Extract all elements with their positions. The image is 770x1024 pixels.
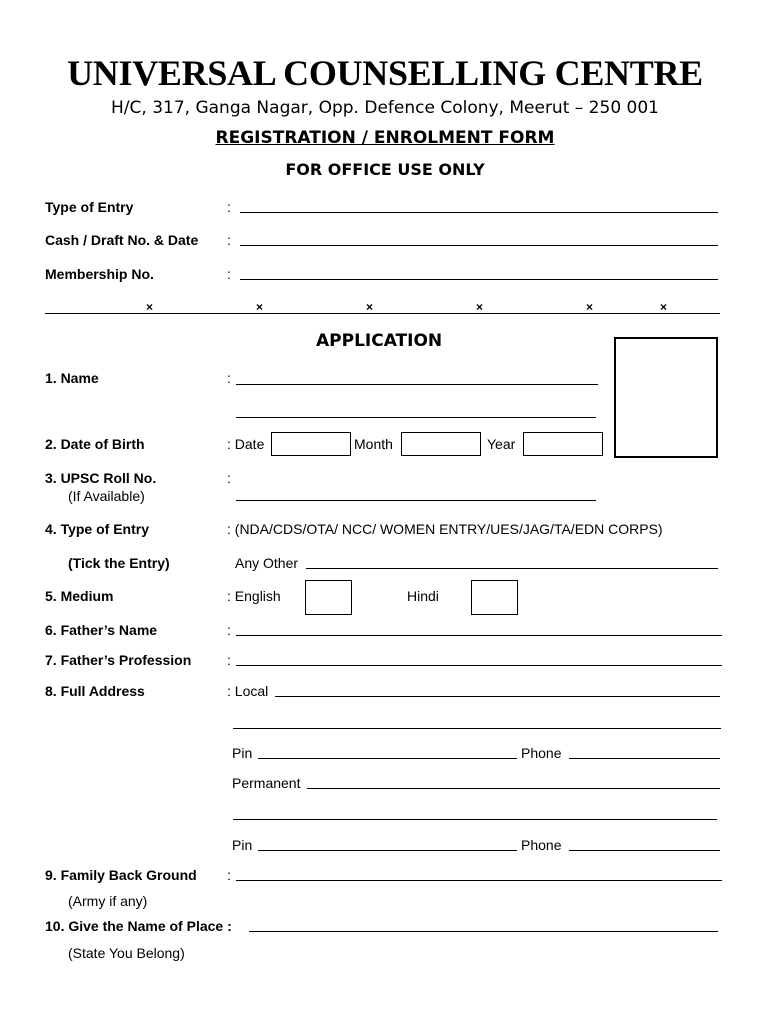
local-address-field[interactable] <box>275 696 720 697</box>
upsc-roll-label: 3. UPSC Roll No. <box>45 470 157 486</box>
cut-marker: × <box>586 300 594 314</box>
name-field[interactable] <box>236 384 598 385</box>
cut-marker: × <box>256 300 264 314</box>
tick-entry-label: (Tick the Entry) <box>68 555 170 571</box>
entry-options[interactable]: : (NDA/CDS/OTA/ NCC/ WOMEN ENTRY/UES/JAG/TA/EDN CORPS) <box>227 521 663 537</box>
permanent-pin-label: Pin <box>232 837 253 853</box>
colon: : <box>227 652 231 668</box>
place-field[interactable] <box>249 931 718 932</box>
permanent-address-field[interactable] <box>307 788 720 789</box>
dob-month-label: Month <box>354 436 393 452</box>
colon: : <box>227 867 231 883</box>
father-profession-label: 7. Father’s Profession <box>45 652 192 668</box>
any-other-field[interactable] <box>306 568 718 569</box>
dob-date-label: : Date <box>227 436 265 452</box>
colon: : <box>227 622 231 638</box>
medium-hindi-label: Hindi <box>407 588 439 604</box>
dob-year-box[interactable] <box>523 432 603 456</box>
local-phone-field[interactable] <box>569 758 720 759</box>
medium-english-checkbox[interactable] <box>305 580 352 615</box>
permanent-address-field-line-2[interactable] <box>233 819 717 820</box>
cash-draft-label: Cash / Draft No. & Date <box>45 232 199 248</box>
place-label: 10. Give the Name of Place : <box>45 918 232 934</box>
upsc-roll-field[interactable] <box>236 500 596 501</box>
colon: : <box>227 199 231 215</box>
dob-date-box[interactable] <box>271 432 351 456</box>
cut-marker: × <box>476 300 484 314</box>
permanent-phone-field[interactable] <box>569 850 720 851</box>
father-name-label: 6. Father’s Name <box>45 622 158 638</box>
type-of-entry-field[interactable] <box>240 212 718 213</box>
organization-address: H/C, 317, Ganga Nagar, Opp. Defence Colony, Meerut – 250 001 <box>111 98 659 118</box>
upsc-roll-note: (If Available) <box>68 488 145 504</box>
colon: : <box>227 470 231 486</box>
cash-draft-field[interactable] <box>240 245 718 246</box>
father-name-field[interactable] <box>236 635 722 636</box>
cut-marker: × <box>366 300 374 314</box>
name-label: 1. Name <box>45 370 99 386</box>
application-heading: APPLICATION <box>316 331 443 351</box>
dob-year-label: Year <box>487 436 516 452</box>
medium-label: 5. Medium <box>45 588 114 604</box>
local-pin-label: Pin <box>232 745 253 761</box>
family-background-field[interactable] <box>236 880 722 881</box>
local-address-field-line-2[interactable] <box>233 728 721 729</box>
any-other-label: Any Other <box>235 555 299 571</box>
medium-english-label: : English <box>227 588 281 604</box>
permanent-phone-label: Phone <box>521 837 562 853</box>
address-label: 8. Full Address <box>45 683 145 699</box>
local-address-label: : Local <box>227 683 269 699</box>
local-pin-field[interactable] <box>258 758 517 759</box>
family-background-label: 9. Family Back Ground <box>45 867 197 883</box>
cut-marker: × <box>660 300 668 314</box>
entry-type-label: 4. Type of Entry <box>45 521 149 537</box>
permanent-pin-field[interactable] <box>258 850 517 851</box>
father-profession-field[interactable] <box>236 665 722 666</box>
type-of-entry-label: Type of Entry <box>45 199 134 215</box>
dob-label: 2. Date of Birth <box>45 436 145 452</box>
medium-hindi-checkbox[interactable] <box>471 580 518 615</box>
local-phone-label: Phone <box>521 745 562 761</box>
colon: : <box>227 232 231 248</box>
organization-title: UNIVERSAL COUNSELLING CENTRE <box>67 53 703 93</box>
membership-label: Membership No. <box>45 266 154 282</box>
membership-field[interactable] <box>240 279 718 280</box>
permanent-address-label: Permanent <box>232 775 301 791</box>
office-use-heading: FOR OFFICE USE ONLY <box>285 160 485 179</box>
name-field-line-2[interactable] <box>236 417 596 418</box>
cut-marker: × <box>146 300 154 314</box>
colon: : <box>227 370 231 386</box>
dob-month-box[interactable] <box>401 432 481 456</box>
photo-box[interactable] <box>614 337 718 458</box>
family-background-note: (Army if any) <box>68 893 148 909</box>
form-title: REGISTRATION / ENROLMENT FORM <box>215 128 555 148</box>
place-note: (State You Belong) <box>68 945 185 961</box>
colon: : <box>227 266 231 282</box>
